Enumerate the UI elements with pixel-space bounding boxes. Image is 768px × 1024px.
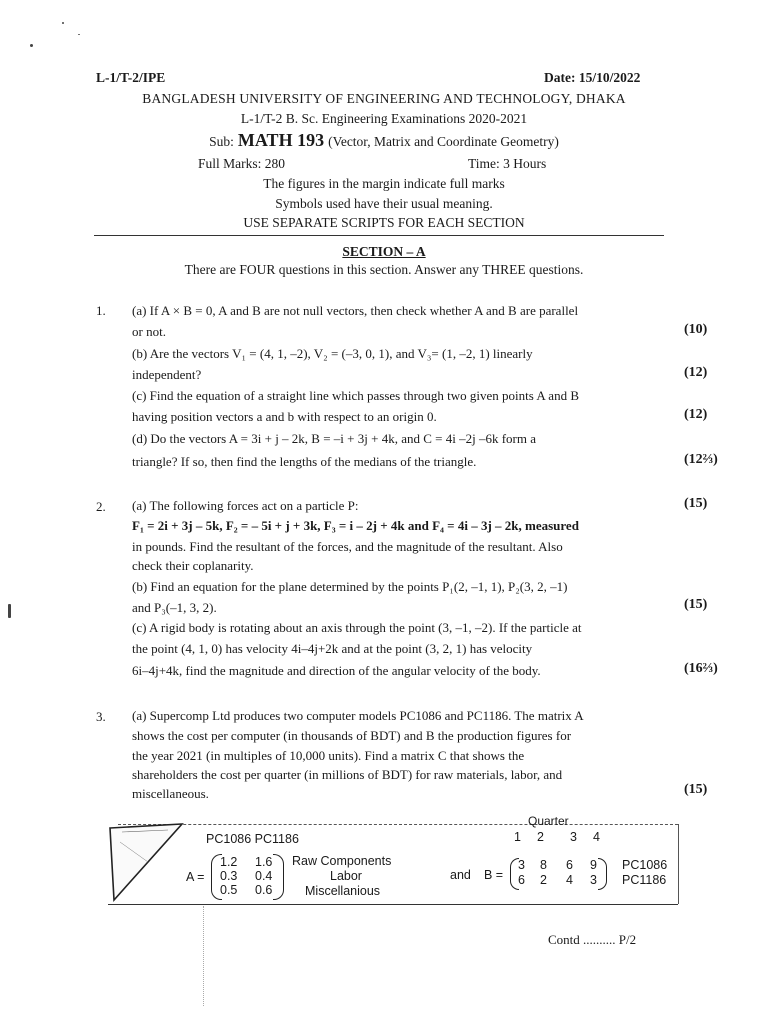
q3-part-a-line5: miscellaneous. [132, 786, 209, 801]
matrix-a-row-label: Raw Components [292, 854, 392, 868]
q1b-marks: (12) [684, 365, 708, 380]
matrix-a-label: A = [186, 870, 205, 884]
quarter-3: 3 [570, 830, 577, 844]
matrix-a-cell: 1.2 [220, 855, 238, 869]
question-number: 1. [96, 303, 106, 318]
q1-part-d-line2: triangle? If so, then find the lengths of the medians of the triangle. [132, 454, 477, 469]
q1-part-c-line1: (c) Find the equation of a straight line which passes through two given points A and B [132, 388, 579, 403]
matrix-b-cell: 2 [540, 873, 547, 887]
matrix-b-cell: 6 [518, 873, 525, 887]
matrix-b-row-label: PC1186 [622, 873, 667, 887]
figure-bottom-border [108, 904, 678, 905]
matrix-b-cell: 9 [590, 858, 597, 872]
q2b-marks: (15) [684, 597, 708, 612]
and-text: and [450, 868, 471, 882]
subject-prefix: Sub: [209, 134, 234, 149]
scan-artifact-shape [108, 822, 188, 904]
q3a-marks: (15) [684, 782, 708, 797]
header-divider [94, 235, 664, 236]
scan-speck [30, 44, 33, 47]
quarter-1: 1 [514, 830, 521, 844]
matrix-a-cell: 0.5 [220, 883, 238, 897]
q3-part-a-line4: shareholders the cost per quarter (in millions of BDT) for raw materials, labor, and [132, 767, 563, 782]
q1-part-a-line1: (a) If A × B = 0, A and B are not null vectors, then check whether A and B are parallel [132, 303, 579, 318]
q1-part-b-line1: (b) Are the vectors V₁ = (4, 1, –2), V₂ = (–3, 0, 1), and V₃= (1, –2, 1) linearly [132, 346, 533, 361]
quarter-2: 2 [537, 830, 544, 844]
q3-part-a-line1: (a) Supercomp Ltd produces two computer models PC1086 and PC1186. The matrix A [132, 708, 584, 723]
q3-part-a-line3: the year 2021 (in multiples of 10,000 units). Find a matrix C that shows the [132, 748, 525, 763]
scan-speck [8, 604, 11, 618]
matrix-b-right-bracket [598, 858, 607, 890]
scan-speck [62, 22, 64, 24]
q2-part-c-line1: (c) A rigid body is rotating about an axis through the point (3, –1, –2). If the particle at [132, 620, 582, 635]
exam-date: Date: 15/10/2022 [544, 70, 641, 85]
matrix-b-cell: 3 [518, 858, 525, 872]
q2c-marks: (16⅔) [684, 661, 718, 676]
matrix-a-cell: 0.3 [220, 869, 238, 883]
exam-time: Time: 3 Hours [468, 156, 547, 171]
matrix-b-cell: 4 [566, 873, 573, 887]
note-separate-scripts: USE SEPARATE SCRIPTS FOR EACH SECTION [243, 215, 525, 230]
q2a-marks: (15) [684, 496, 708, 511]
q2-part-c-line3: 6i–4j+4k, find the magnitude and direction of the angular velocity of the body. [132, 663, 541, 678]
matrix-b-label: B = [484, 868, 504, 882]
matrix-a-row-label: Miscellanious [305, 884, 381, 898]
exam-title: L-1/T-2 B. Sc. Engineering Examinations 2020-2021 [240, 111, 528, 126]
matrix-figure [108, 812, 684, 912]
continued-note: Contd .......... P/2 [548, 932, 637, 947]
quarter-4: 4 [593, 830, 600, 844]
section-title: SECTION – A [342, 244, 426, 259]
note-margin-marks: The figures in the margin indicate full marks [263, 176, 505, 191]
q1-part-c-line2: having position vectors a and b with respect to an origin 0. [132, 409, 437, 424]
matrix-b-row-label: PC1086 [622, 858, 668, 872]
q1-part-b-line2: independent? [132, 367, 202, 382]
university-name: BANGLADESH UNIVERSITY OF ENGINEERING AND TECHNOLOGY, DHAKA [142, 91, 626, 106]
q2-part-c-line2: the point (4, 1, 0) has velocity 4i–4j+2k and at the point (3, 2, 1) has velocity [132, 641, 533, 656]
full-marks: Full Marks: 280 [198, 156, 286, 171]
paper-code: L-1/T-2/IPE [96, 70, 166, 85]
figure-top-border [118, 824, 678, 825]
matrix-b-cell: 6 [566, 858, 573, 872]
matrix-a-right-bracket [273, 854, 284, 900]
q1a-marks: (10) [684, 322, 708, 337]
margin-dash-line [203, 906, 204, 1006]
matrix-a-row-label: Labor [330, 869, 362, 883]
q1-part-a-line2: or not. [132, 324, 166, 339]
question-number: 2. [96, 499, 106, 514]
figure-right-border [678, 824, 679, 904]
scan-speck [78, 34, 80, 35]
matrix-a-column-headers: PC1086 PC1186 [206, 832, 299, 846]
q1c-marks: (12) [684, 407, 708, 422]
q1-part-d-line1: (d) Do the vectors A = 3i + j – 2k, B = –i + 3j + 4k, and C = 4i –2j –6k form a [132, 431, 536, 446]
quarter-label: Quarter [528, 814, 569, 828]
q2-part-a-line4: check their coplanarity. [132, 558, 254, 573]
q2-part-a-line2: F₁ = 2i + 3j – 5k, F₂ = – 5i + j + 3k, F₃ = i – 2j + 4k and F₄ = 4i – 3j – 2k, measured [132, 518, 579, 533]
q2-part-b-line1: (b) Find an equation for the plane determined by the points P₁(2, –1, 1), P₂(3, 2, –1) [132, 579, 568, 594]
course-title: (Vector, Matrix and Coordinate Geometry) [328, 134, 559, 149]
section-instruction: There are FOUR questions in this section. Answer any THREE questions. [184, 262, 584, 277]
q2-part-a-line1: (a) The following forces act on a particle P: [132, 498, 359, 513]
matrix-b-cell: 8 [540, 858, 547, 872]
q3-part-a-line2: shows the cost per computer (in thousands of BDT) and B the production figures for [132, 728, 572, 743]
q2-part-a-line3: in pounds. Find the resultant of the forces, and the magnitude of the resultant. Also [132, 539, 563, 554]
question-number: 3. [96, 709, 106, 724]
q2-part-b-line2: and P₃(–1, 3, 2). [132, 600, 217, 615]
matrix-a-cell: 0.4 [255, 869, 273, 883]
matrix-a-cell: 1.6 [255, 855, 273, 869]
course-code: MATH 193 [237, 130, 325, 150]
matrix-b-cell: 3 [590, 873, 597, 887]
matrix-a-cell: 0.6 [255, 883, 273, 897]
subject-line [0, 130, 768, 151]
q1d-marks: (12⅔) [684, 452, 718, 467]
note-symbols: Symbols used have their usual meaning. [275, 196, 493, 211]
